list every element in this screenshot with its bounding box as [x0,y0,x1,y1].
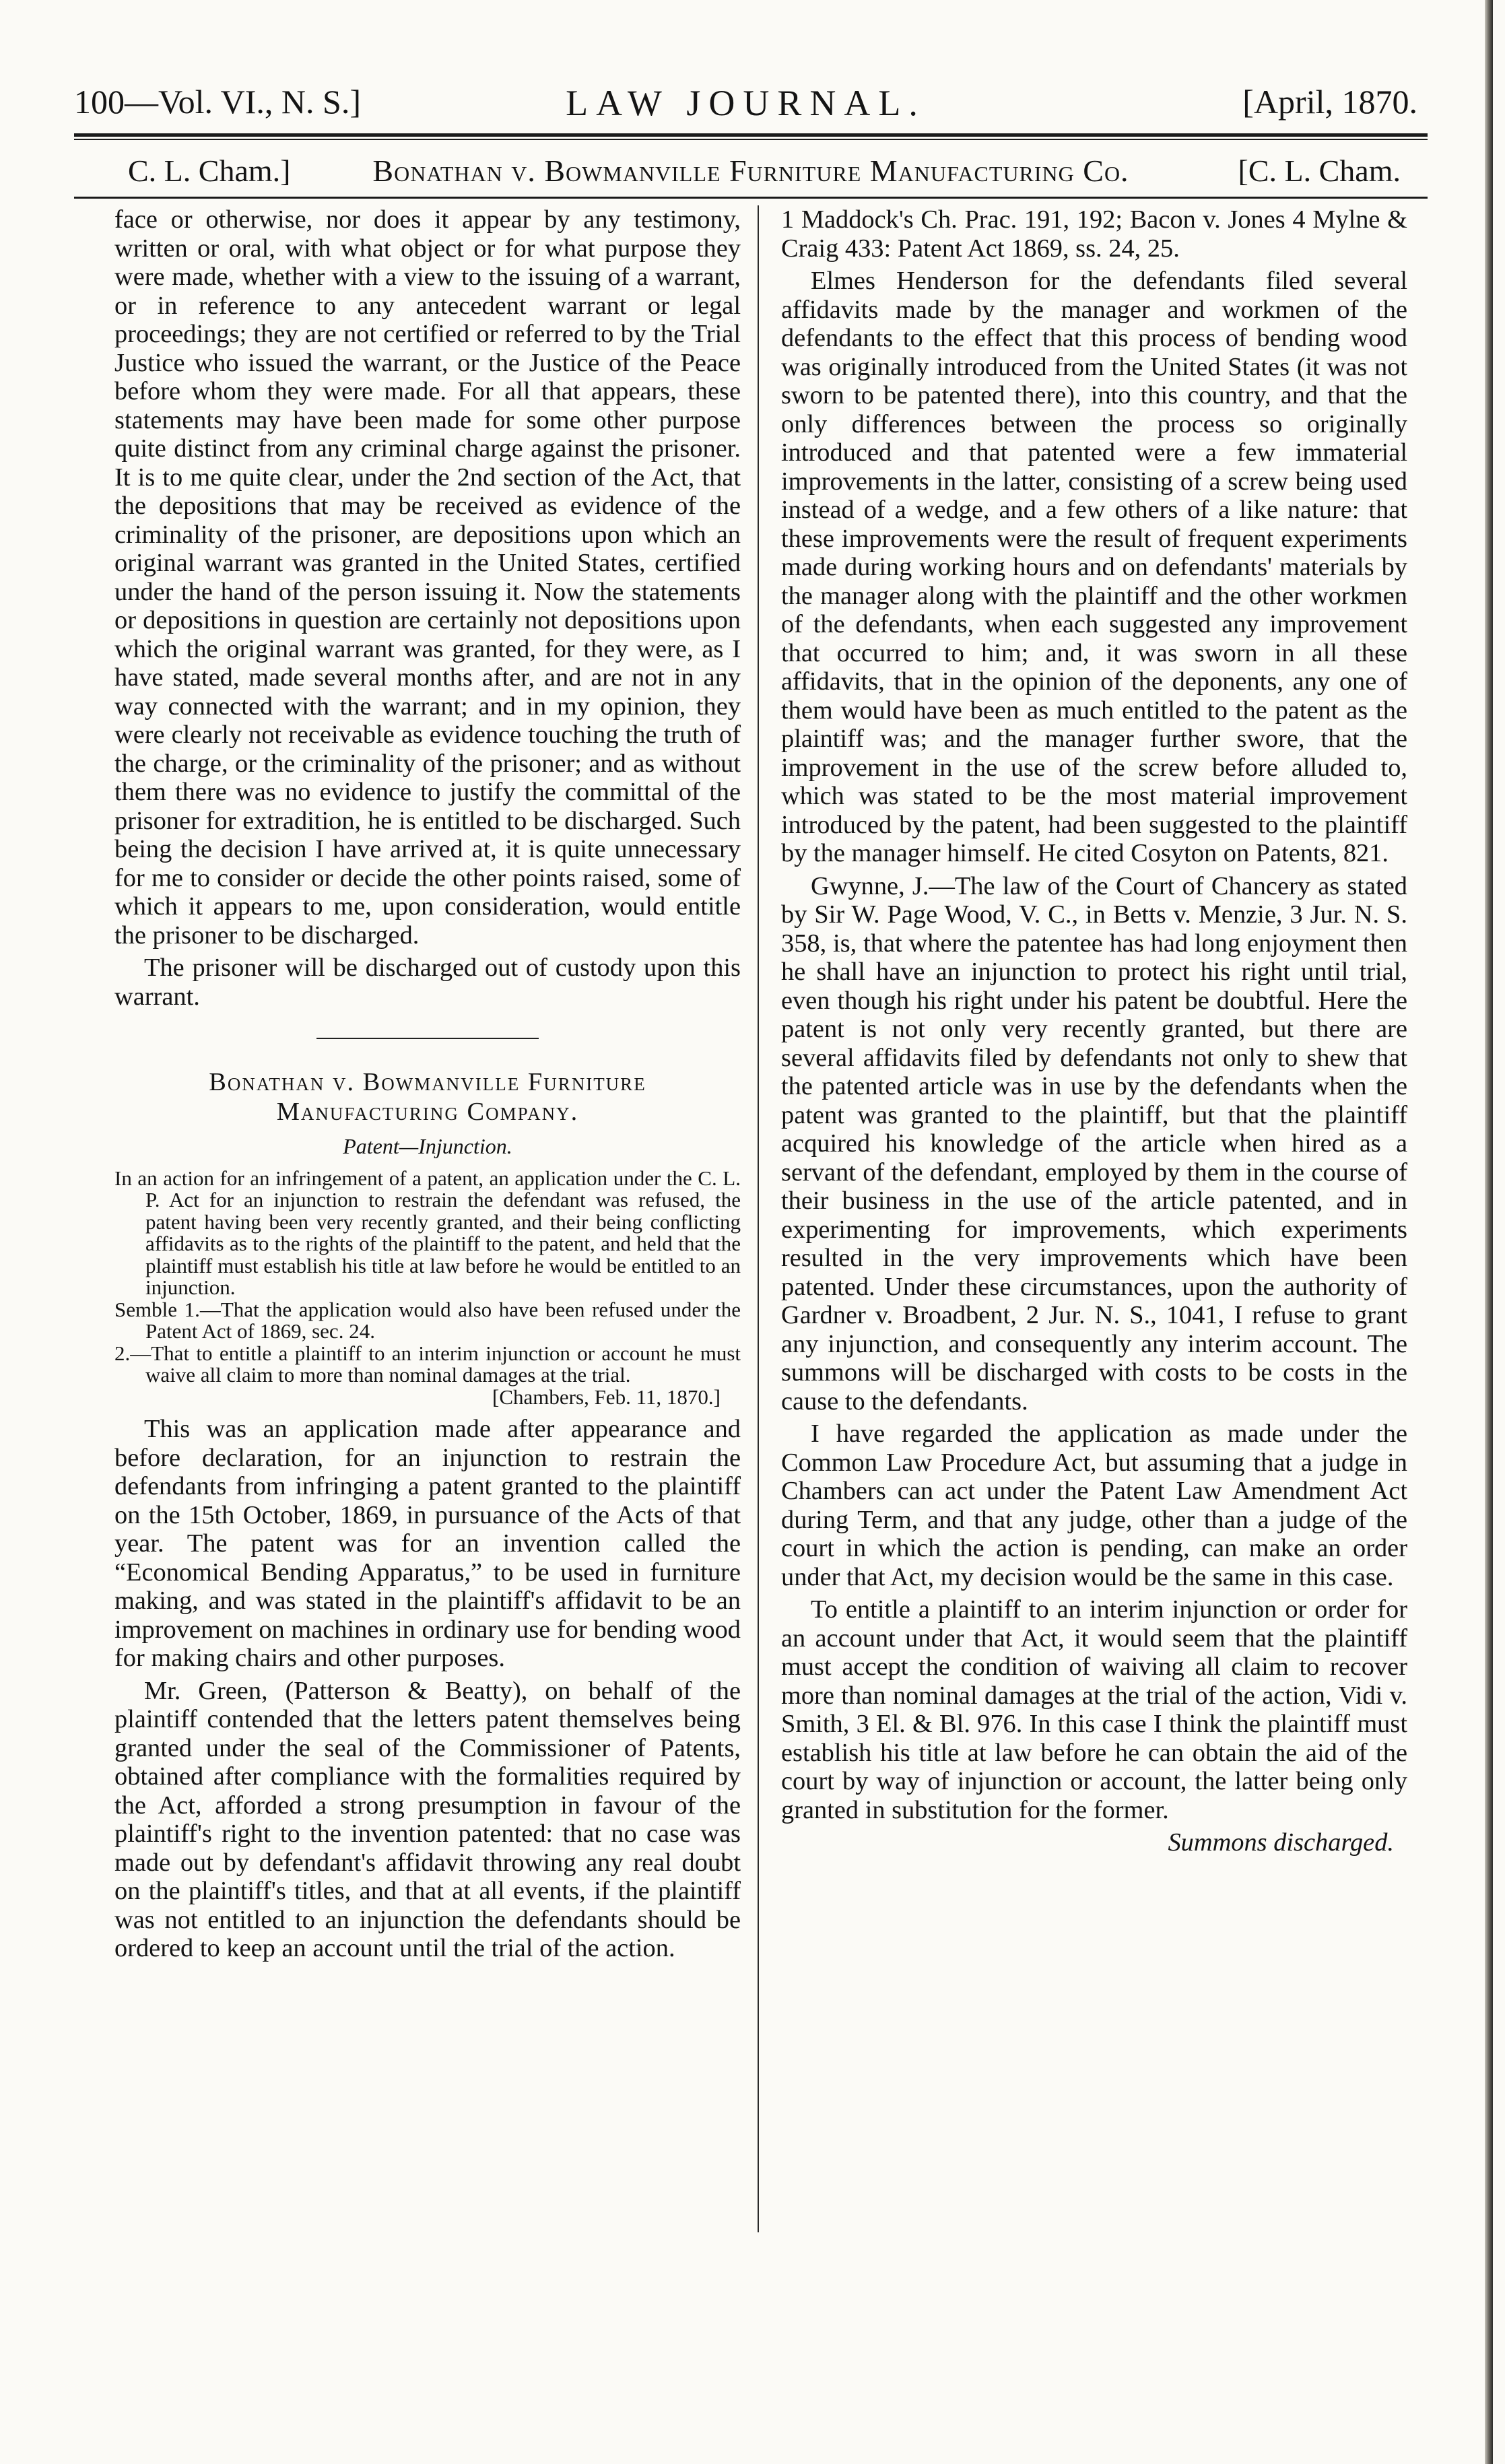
right-paragraph-3: Gwynne, J.—The law of the Court of Chancery as stated by Sir W. Page Wood, V. C., in Betts v. Menzie, 3 Jur. N. S. 358, is, that where the patentee has had long enjoyment then he shall have an injunction to protect his right until trial, even though his right under his patent be doubtful. Here the patent is not only very recently granted, but there are several affidavits filed by defendants not only to shew that the patented article was in use by the defendants when the patent was granted to the plaintiff, but that the plaintiff acquired his knowledge of the article when hired as a servant of the defendant, employed by them in the course of their business in the use of the article patented, and in experimenting for improvements, which experiments resulted in the very improvements which have been patented. Under these circumstances, upon the authority of Gardner v. Broadbent, 2 Jur. N. S., 1041, I refuse to grant any injunction, and consequently any interim account. The summons will be discharged with costs to be costs in the cause to the defendants. [781,871,1407,1416]
column-divider [758,205,759,2232]
section-separator [316,1038,539,1039]
page-volume-label: 100—Vol. VI., N. S.] [74,83,361,121]
case-subhead: Patent—Injunction. [343,1134,512,1158]
case-header [74,145,1428,193]
running-head [74,75,1417,129]
headnote [114,1168,741,1409]
header-rule-thick [74,133,1428,137]
issue-date: [April, 1870. [1242,83,1417,121]
scan-edge [1485,0,1493,2464]
left-paragraph-4: Mr. Green, (Patterson & Beatty), on behalf of the plaintiff contended that the letters patent themselves being granted under the seal of the Commissioner of Patents, obtained after compliance with the formalities required by the Act, afforded a strong presumption in favour of the plaintiff's right to the invention patented: that no case was made out by defendant's affidavit throwing any real doubt on the plaintiff's titles, and that at all events, if the plaintiff was not entitled to an injunction the defendants should be ordered to keep an account until the trial of the action. [114,1676,741,1962]
headnote-3: 2.—That to entitle a plaintiff to an interim injunction or account he must waive all claim to more than nominal damages at the trial. [114,1341,741,1387]
headnote-date: [Chambers, Feb. 11, 1870.] [492,1385,721,1409]
right-paragraph-1: 1 Maddock's Ch. Prac. 191, 192; Bacon v. Jones 4 Mylne & Craig 433: Patent Act 1869, ss. 24, 25. [781,205,1407,263]
right-paragraph-4: I have regarded the application as made under the Common Law Procedure Act, but assuming that a judge in Chambers can act under the Patent Law Amendment Act during Term, and that any judge, other than a judge of the court in which the action is pending, can make an order under that Act, my decision would be the same in this case. [781,1420,1407,1591]
court-right: [C. L. Cham. [1238,154,1401,188]
left-paragraph-1: face or otherwise, nor does it appear by any testimony, written or oral, with what object or for what purpose they were made, whether with a view to the issuing of a warrant, or in reference to any antecedent warrant or legal proceedings; they are not certified or referred to by the Trial Justice who issued the warrant, or the Justice of the Peace before whom they were made. For all that appears, these statements may have been made for some other purpose quite distinct from any criminal charge against the prisoner. It is to me quite clear, under the 2nd section of the Act, that the depositions that may be received as evidence of the criminality of the prisoner, are depositions upon which an original warrant was granted in the United States, certified under the hand of the person issuing it. Now the statements or depositions in question are certainly not depositions upon which the original warrant was granted, for they were, as I have stated, made several months after, and are not in any way connected with the warrant; and in my opinion, they were clearly not receivable as evidence touching the truth of the charge, or the criminality of the prisoner; and as without them there was no evidence to justify the committal of the prisoner for extradition, he is entitled to be discharged. Such being the decision I have arrived at, it is quite unnecessary for me to consider or decide the other points raised, some of which it appears to me, upon consideration, would entitle the prisoner to be discharged. [114,205,741,950]
right-paragraph-5: To entitle a plaintiff to an interim injunction or order for an account under that Act, it would seem that the plaintiff must accept the condition of waiving all claim to recover more than nominal damages at the trial of the action, Vidi v. Smith, 3 El. & Bl. 976. In this case I think the plaintiff must establish his title at law before he can obtain the aid of the court by way of injunction or account, the latter being only granted in substitution for the former. [781,1595,1407,1824]
right-column [781,205,1407,1861]
case-name: Bonathan v. Bowmanville Furniture Manufacturing Co. [372,154,1129,188]
left-paragraph-3: This was an application made after appearance and before declaration, for an injunction to restrain the defendants from infringing a patent granted to the plaintiff on the 15th October, 1869, in pursuance of the Acts of that year. The patent was for an invention called the “Economical Bending Apparatus,” to be used in furniture making, and was stated in the plaintiff's affidavit to be an improvement on machines in ordinary use for bending wood for making chairs and other purposes. [114,1415,741,1672]
court-left: C. L. Cham.] [128,154,291,188]
header-rule-thin [74,139,1428,140]
left-paragraph-2: The prisoner will be discharged out of custody upon this warrant. [114,954,741,1011]
case-title: Bonathan v. Bowmanville Furniture Manufacturing Company. [209,1068,646,1126]
case-header-rule [74,197,1428,199]
left-column [114,205,741,1967]
headnote-2: Semble 1.—That the application would also have been refused under the Patent Act of 1869, sec. 24. [114,1297,741,1343]
right-paragraph-2: Elmes Henderson for the defendants filed several affidavits made by the manager and workmen of the defendants to the effect that this process of bending wood was originally introduced from the United States (it was not sworn to be patented there), into this country, and that the only differences between the process so originally introduced and that patented were a few immaterial improvements in the latter, consisting of a screw being used instead of a wedge, and a few others of a like nature: that these improvements were the result of frequent experiments made during working hours and on defendants' materials by the manager along with the plaintiff and the other workmen of the defendants, when each suggested any improvement that occurred to him; and, it was sworn in all these affidavits, that in the opinion of the deponents, any one of them would have been as much entitled to the patent as the plaintiff was; and the manager further swore, that the improvement in the use of the screw before alluded to, which was stated to be the most material improvement introduced by the patent, had been suggested to the plaintiff by the manager himself. He cited Cosyton on Patents, 821. [781,267,1407,867]
journal-title: LAW JOURNAL. [566,83,926,123]
summons-result: Summons discharged. [1168,1828,1394,1857]
headnote-1: In an action for an infringement of a patent, an application under the C. L. P. Act for an injunction to restrain the defendant was refused, the patent having been very recently granted, and their being conflicting affidavits as to the rights of the plaintiff to the patent, and held that the plaintiff must establish his title at law before he would be entitled to an injunction. [114,1166,741,1299]
